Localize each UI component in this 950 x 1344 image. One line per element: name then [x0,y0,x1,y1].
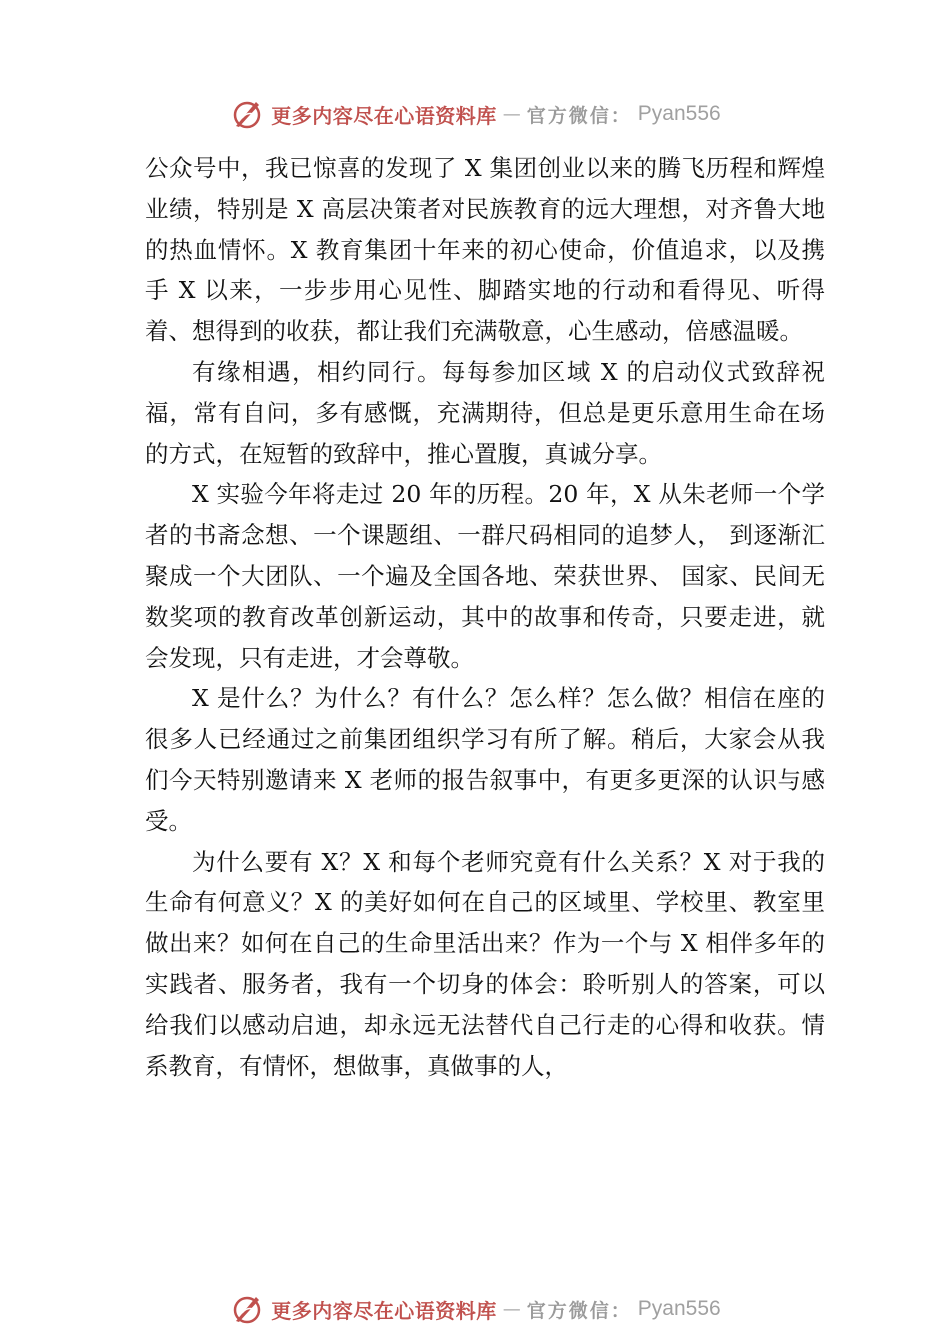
footer-banner [0,1289,950,1329]
footer-dash: — [502,1298,521,1320]
paragraph-3: X 实验今年将走过 20 年的历程。20 年，X 从朱老师一个学者的书斋念想、一个课题组、一群尺码相同的追梦人， 到逐渐汇聚成一个大团队、一个遍及全国各地、荣获世界、 国家、民间无数奖项的教育改革创新运动，其中的故事和传奇，只要走进，就会发现，只有走进，才会尊敬。 [145,480,825,672]
header-wechat-label: 官方微信： [526,104,632,127]
paragraph-5: 为什么要有 X？X 和每个老师究竟有什么关系？X 对于我的生命有何意义？X 的美好如何在自己的区域里、学校里、教室里做出来？如何在自己的生命里活出来？作为一个与 X 相伴多年的实践者、服务者，我有一个切身的体会：聆听别人的答案，可以给我们以感动启迪，却永远无法替代自己行走的心得和收获。情系教育，有情怀，想做事，真做事的人， [145,847,825,1080]
quill-pen-seal-icon [229,96,265,132]
header-dash: — [502,103,521,125]
footer-brand-text: 更多内容尽在心语资料库 [271,1298,497,1323]
header-banner [0,94,950,134]
paragraph-2: 有缘相遇，相约同行。每每参加区域 X 的启动仪式致辞祝福，常有自问，多有感慨，充满期待，但总是更乐意用生命在场的方式，在短暂的致辞中，推心置腹，真诚分享。 [145,357,825,468]
document-body [145,148,825,1086]
header-brand-text: 更多内容尽在心语资料库 [271,103,497,128]
footer-wechat-label: 官方微信： [526,1299,632,1322]
header-wechat-id: Pyan556 [637,102,721,125]
paragraph-4: X 是什么？为什么？有什么？怎么样？怎么做？相信在座的很多人已经通过之前集团组织学习有所了解。稍后，大家会从我们今天特别邀请来 X 老师的报告叙事中，有更多更深的认识与感受。 [145,684,825,835]
footer-wechat-id: Pyan556 [637,1297,721,1320]
quill-pen-seal-icon [229,1291,265,1327]
paragraph-1: 公众号中，我已惊喜的发现了 X 集团创业以来的腾飞历程和辉煌业绩，特别是 X 高层决策者对民族教育的远大理想，对齐鲁大地的热血情怀。X 教育集团十年来的初心使命，价值追求，以及携手 X 以来，一步步用心见性、脚踏实地的行动和看得见、听得着、想得到的收获，都让我们充满敬意，心生感动，倍感温暖。 [145,154,825,346]
